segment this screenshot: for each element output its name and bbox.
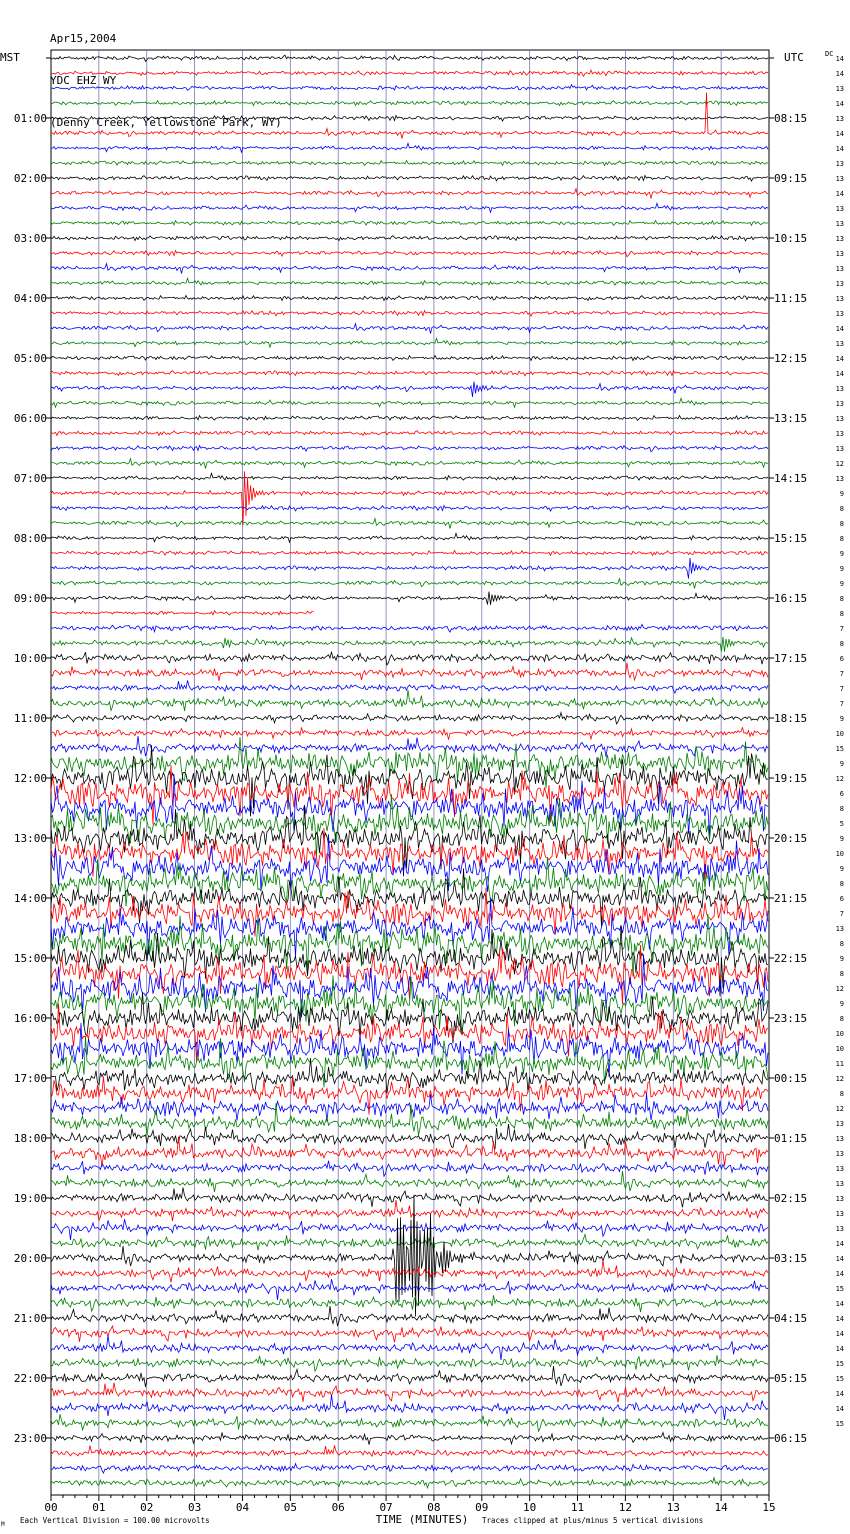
- trace-line: [51, 558, 768, 578]
- trace-line: [51, 652, 768, 665]
- trace-line: [51, 1326, 768, 1342]
- trace-line: [51, 663, 768, 681]
- location-label: (Denny Creek, Yellowstone Park, WY): [50, 116, 282, 129]
- x-tick-label: 09: [475, 1501, 489, 1514]
- dc-offset-label: 13: [835, 160, 844, 168]
- dc-offset-label: 7: [839, 625, 844, 633]
- dc-offset-label: 14: [835, 1345, 844, 1353]
- trace-line: [51, 1335, 768, 1360]
- dc-offset-label: 7: [839, 700, 844, 708]
- dc-offset-label: 15: [835, 1360, 844, 1368]
- dc-offset-label: 13: [835, 205, 844, 213]
- trace-line: [51, 264, 768, 274]
- dc-offset-label: 13: [835, 115, 844, 123]
- dc-offset-label: 13: [835, 250, 844, 258]
- dc-offset-label: 13: [835, 430, 844, 438]
- trace-line: [51, 805, 768, 876]
- x-tick-label: 06: [331, 1501, 345, 1514]
- hour-label-right: 06:15: [774, 1432, 808, 1445]
- trace-line: [51, 1478, 768, 1488]
- x-tick-label: 02: [140, 1501, 154, 1514]
- trace-line: [51, 857, 768, 906]
- trace-line: [51, 506, 768, 512]
- dc-offset-label: 9: [839, 580, 844, 588]
- hour-label-right: 15:15: [774, 532, 808, 545]
- hour-label-left: 18:00: [13, 1132, 47, 1145]
- dc-offset-label: 13: [835, 475, 844, 483]
- corner-mark: M: [1, 1521, 5, 1528]
- dc-offset-label: 14: [835, 55, 844, 63]
- trace-line: [51, 176, 768, 182]
- dc-offset-label: 14: [835, 1255, 844, 1263]
- trace-line: [51, 1306, 768, 1326]
- hour-label-right: 03:15: [774, 1252, 808, 1265]
- trace-line: [51, 1432, 768, 1444]
- dc-offset-label: 7: [839, 670, 844, 678]
- dc-offset-label: 14: [835, 1300, 844, 1308]
- trace-line: [51, 1200, 768, 1221]
- hour-label-right: 22:15: [774, 952, 808, 965]
- trace-line: [51, 1395, 768, 1420]
- dc-offset-label: 10: [835, 1045, 844, 1053]
- dc-offset-label: 13: [835, 1120, 844, 1128]
- dc-offset-label: 13: [835, 415, 844, 423]
- dc-offset-label: 14: [835, 190, 844, 198]
- dc-offset-label: 8: [839, 880, 844, 888]
- hour-label-right: 12:15: [774, 352, 808, 365]
- x-tick-label: 07: [379, 1501, 393, 1514]
- hour-label-right: 20:15: [774, 832, 808, 845]
- seismic-events: [223, 133, 721, 1438]
- dc-offset-label: 13: [835, 310, 844, 318]
- hour-label-left: 23:00: [13, 1432, 47, 1445]
- trace-line: [51, 1124, 768, 1149]
- hour-label-left: 20:00: [13, 1252, 47, 1265]
- hour-label-left: 16:00: [13, 1012, 47, 1025]
- dc-offset-label: 13: [835, 1150, 844, 1158]
- dc-offset-label: 8: [839, 640, 844, 648]
- trace-line: [51, 371, 768, 376]
- dc-offset-label: 13: [835, 265, 844, 273]
- trace-line: [51, 473, 768, 480]
- trace-line: [51, 311, 768, 317]
- dc-offset-label: 10: [835, 850, 844, 858]
- hour-label-left: 09:00: [13, 592, 47, 605]
- dc-offset-label: 8: [839, 595, 844, 603]
- dc-offset-label: 9: [839, 835, 844, 843]
- dc-offset-label: 13: [835, 1195, 844, 1203]
- hour-label-left: 04:00: [13, 292, 47, 305]
- trace-line: [51, 736, 768, 757]
- hour-label-left: 06:00: [13, 412, 47, 425]
- hour-label-left: 10:00: [13, 652, 47, 665]
- x-tick-label: 12: [618, 1501, 633, 1514]
- hour-label-right: 18:15: [774, 712, 808, 725]
- dc-offset-label: 7: [839, 910, 844, 918]
- dc-offset-label: 8: [839, 505, 844, 513]
- dc-offset-label: 8: [839, 535, 844, 543]
- x-tick-label: 05: [283, 1501, 297, 1514]
- hour-label-left: 14:00: [13, 892, 47, 905]
- hour-label-right: 13:15: [774, 412, 808, 425]
- seismic-traces: [51, 55, 768, 1488]
- dc-offset-label: 14: [835, 1330, 844, 1338]
- x-tick-label: 10: [523, 1501, 537, 1514]
- dc-offset-label: 14: [835, 130, 844, 138]
- dc-offset-label: 13: [835, 925, 844, 933]
- dc-offset-label: 9: [839, 565, 844, 573]
- dc-offset-label: 9: [839, 715, 844, 723]
- trace-line: [51, 1383, 768, 1403]
- dc-offset-label: 15: [835, 1375, 844, 1383]
- trace-line: [51, 93, 768, 139]
- trace-line: [51, 236, 768, 241]
- trace-line: [51, 1004, 768, 1062]
- trace-line: [51, 1188, 768, 1208]
- trace-line: [51, 324, 768, 334]
- trace-line: [51, 1279, 768, 1300]
- hour-label-right: 11:15: [774, 292, 808, 305]
- dc-offset-label: 8: [839, 1090, 844, 1098]
- trace-line: [51, 101, 768, 106]
- hour-label-left: 07:00: [13, 472, 47, 485]
- hour-label-left: 08:00: [13, 532, 47, 545]
- dc-offset-label: 12: [835, 1105, 844, 1113]
- hour-label-left: 21:00: [13, 1312, 47, 1325]
- dc-label: DC: [825, 50, 834, 58]
- trace-line: [51, 203, 768, 212]
- dc-offset-label: 9: [839, 865, 844, 873]
- trace-line: [51, 1445, 768, 1456]
- dc-offset-label: 13: [835, 1210, 844, 1218]
- trace-line: [51, 611, 314, 616]
- hour-label-right: 05:15: [774, 1372, 808, 1385]
- trace-line: [51, 278, 768, 285]
- dc-offset-label: 9: [839, 490, 844, 498]
- dc-offset-label: 8: [839, 805, 844, 813]
- dc-offset-label: 6: [839, 655, 844, 663]
- trace-line: [51, 1235, 768, 1253]
- trace-line: [51, 70, 768, 76]
- hour-label-right: 08:15: [774, 112, 808, 125]
- dc-offset-label: 12: [835, 1075, 844, 1083]
- trace-line: [51, 533, 768, 542]
- trace-line: [51, 221, 768, 226]
- dc-offset-label: 6: [839, 895, 844, 903]
- hour-label-right: 01:15: [774, 1132, 808, 1145]
- x-tick-label: 01: [92, 1501, 106, 1514]
- trace-line: [51, 680, 768, 693]
- hour-label-right: 21:15: [774, 892, 808, 905]
- x-tick-label: 08: [427, 1501, 441, 1514]
- hour-label-left: 11:00: [13, 712, 47, 725]
- trace-line: [51, 431, 768, 436]
- trace-line: [51, 55, 768, 61]
- hour-label-right: 00:15: [774, 1072, 808, 1085]
- dc-offset-label: 8: [839, 970, 844, 978]
- dc-offset-label: 13: [835, 340, 844, 348]
- dc-offset-label: 11: [835, 1060, 844, 1068]
- trace-line: [51, 161, 768, 166]
- trace-line: [51, 446, 768, 452]
- right-axis-label: UTC: [784, 51, 804, 64]
- trace-line: [51, 1093, 768, 1122]
- x-tick-label: 11: [570, 1501, 585, 1514]
- dc-offset-label: 13: [835, 1225, 844, 1233]
- dc-offset-label: 5: [839, 820, 844, 828]
- dc-offset-label: 14: [835, 100, 844, 108]
- dc-offset-label: 14: [835, 325, 844, 333]
- dc-offset-label: 7: [839, 685, 844, 693]
- dc-offset-label: 9: [839, 760, 844, 768]
- trace-line: [51, 1171, 768, 1192]
- dc-offset-label: 14: [835, 1240, 844, 1248]
- trace-line: [51, 579, 768, 589]
- dc-offset-label: 14: [835, 355, 844, 363]
- trace-line: [51, 1161, 768, 1177]
- hour-label-right: 02:15: [774, 1192, 808, 1205]
- trace-line: [51, 189, 768, 199]
- trace-line: [51, 85, 768, 91]
- hour-label-left: 15:00: [13, 952, 47, 965]
- trace-line: [51, 1464, 768, 1473]
- dc-offset-label: 13: [835, 85, 844, 93]
- trace-line: [51, 143, 768, 152]
- x-tick-label: 15: [762, 1501, 776, 1514]
- trace-line: [51, 551, 768, 556]
- dc-offset-label: 8: [839, 610, 844, 618]
- dc-offset-label: 14: [835, 1390, 844, 1398]
- dc-offset-label: 13: [835, 445, 844, 453]
- trace-line: [51, 398, 768, 407]
- dc-offset-label: 15: [835, 1420, 844, 1428]
- date-label: Apr15,2004: [50, 32, 117, 45]
- dc-offset-label: 9: [839, 1000, 844, 1008]
- x-tick-label: 00: [44, 1501, 58, 1514]
- hour-label-right: 19:15: [774, 772, 808, 785]
- trace-line: [51, 727, 768, 739]
- hour-label-right: 14:15: [774, 472, 808, 485]
- dc-offset-label: 13: [835, 1165, 844, 1173]
- dc-offset-label: 14: [835, 1270, 844, 1278]
- trace-line: [51, 637, 768, 652]
- x-tick-label: 13: [666, 1501, 680, 1514]
- trace-line: [51, 251, 768, 257]
- trace-line: [51, 416, 768, 421]
- trace-line: [51, 1414, 768, 1431]
- hour-label-right: 23:15: [774, 1012, 808, 1025]
- dc-offset-label: 8: [839, 520, 844, 528]
- trace-line: [51, 1195, 768, 1317]
- trace-line: [51, 713, 768, 724]
- dc-offset-label: 10: [835, 730, 844, 738]
- dc-offset-label: 12: [835, 985, 844, 993]
- trace-line: [51, 1295, 768, 1312]
- dc-offset-label: 10: [835, 1030, 844, 1038]
- station-label: YDC EHZ WY: [50, 74, 117, 87]
- dc-offset-label: 14: [835, 1315, 844, 1323]
- hour-label-left: 17:00: [13, 1072, 47, 1085]
- hour-label-right: 09:15: [774, 172, 808, 185]
- hour-label-left: 12:00: [13, 772, 47, 785]
- trace-line: [51, 519, 768, 529]
- dc-offset-label: 8: [839, 1015, 844, 1023]
- trace-line: [51, 690, 768, 711]
- hour-label-right: 04:15: [774, 1312, 808, 1325]
- hour-label-left: 05:00: [13, 352, 47, 365]
- dc-offset-label: 9: [839, 955, 844, 963]
- hour-label-left: 22:00: [13, 1372, 47, 1385]
- trace-line: [51, 382, 768, 397]
- x-tick-label: 04: [235, 1501, 250, 1514]
- hour-label-left: 19:00: [13, 1192, 47, 1205]
- trace-line: [51, 338, 768, 347]
- dc-offset-label: 13: [835, 220, 844, 228]
- dc-offset-label: 13: [835, 295, 844, 303]
- dc-offset-label: 8: [839, 940, 844, 948]
- dc-offset-label: 14: [835, 370, 844, 378]
- trace-line: [51, 459, 768, 469]
- dc-offset-label: 14: [835, 70, 844, 78]
- dc-offset-label: 15: [835, 745, 844, 753]
- hour-label-right: 17:15: [774, 652, 808, 665]
- hour-label-right: 10:15: [774, 232, 808, 245]
- dc-offset-label: 13: [835, 400, 844, 408]
- trace-line: [51, 116, 768, 122]
- x-axis-title: TIME (MINUTES): [375, 1513, 469, 1526]
- dc-offset-label: 13: [835, 235, 844, 243]
- dc-offset-label: 13: [835, 175, 844, 183]
- dc-offset-label: 14: [835, 145, 844, 153]
- trace-line: [51, 1137, 768, 1167]
- trace-line: [51, 869, 768, 927]
- hour-label-left: 01:00: [13, 112, 47, 125]
- trace-line: [51, 592, 768, 605]
- scale-note: Each Vertical Division = 100.00 microvolts: [20, 1516, 210, 1525]
- x-tick-label: 03: [187, 1501, 202, 1514]
- trace-line: [51, 1366, 768, 1387]
- trace-line: [51, 624, 768, 632]
- trace-line: [51, 1355, 768, 1371]
- dc-offset-label: 12: [835, 460, 844, 468]
- dc-offset-label: 9: [839, 550, 844, 558]
- trace-line: [51, 356, 768, 361]
- dc-offset-label: 12: [835, 775, 844, 783]
- dc-offset-label: 13: [835, 385, 844, 393]
- hour-label-left: 13:00: [13, 832, 47, 845]
- hour-label-right: 16:15: [774, 592, 808, 605]
- left-axis-label: MST: [0, 51, 20, 64]
- hour-label-left: 03:00: [13, 232, 47, 245]
- dc-offset-label: 15: [835, 1285, 844, 1293]
- dc-offset-label: 13: [835, 280, 844, 288]
- trace-line: [51, 296, 768, 301]
- dc-offset-label: 13: [835, 1180, 844, 1188]
- trace-line: [51, 471, 768, 525]
- dc-offset-label: 6: [839, 790, 844, 798]
- dc-offset-label: 13: [835, 1135, 844, 1143]
- dc-offset-label: 14: [835, 1405, 844, 1413]
- x-tick-label: 14: [714, 1501, 728, 1514]
- hour-label-left: 02:00: [13, 172, 47, 185]
- clip-note: Traces clipped at plus/minus 5 vertical divisions: [482, 1516, 704, 1525]
- trace-line: [51, 1219, 768, 1240]
